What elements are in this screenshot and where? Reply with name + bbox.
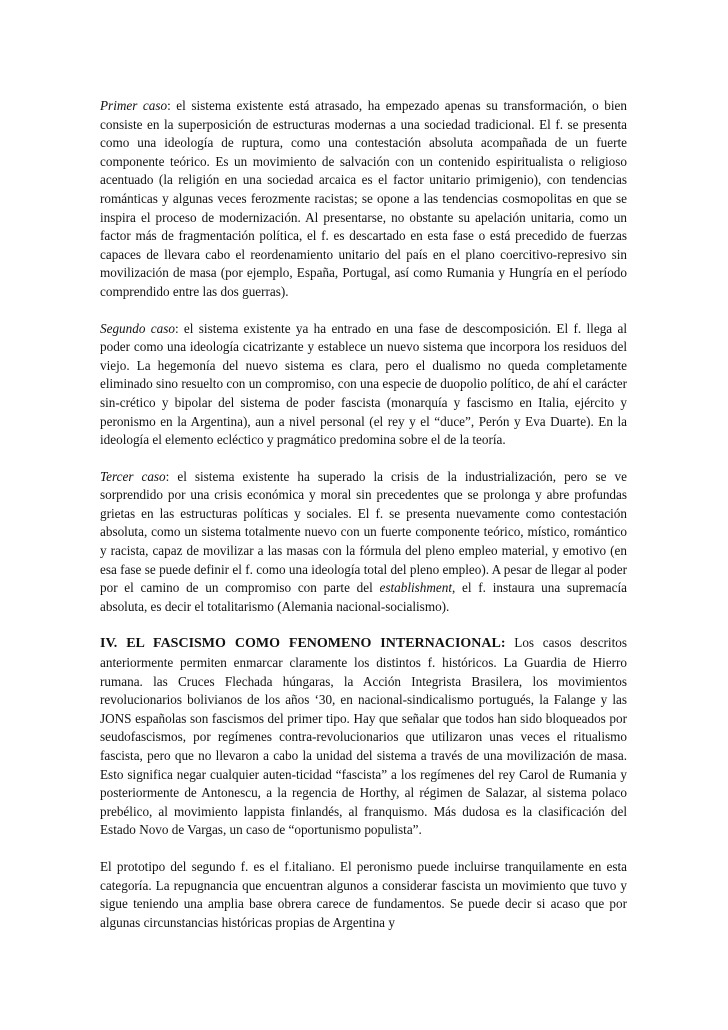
paragraph-text: , el f. instaura una supremacía absoluta, es decir el totalitarismo (Alemania nacional-socialismo). bbox=[100, 580, 627, 614]
case-label: Primer caso bbox=[100, 98, 168, 113]
section-heading: IV. EL FASCISMO COMO FENOMENO INTERNACIONAL: bbox=[100, 636, 506, 652]
document-body bbox=[100, 97, 627, 950]
paragraph-segundo-caso bbox=[100, 320, 627, 450]
paragraph-text: El prototipo del segundo f. es el f.italiano. El peronismo puede incluirse tranquilamente en esta categoría. La repugnancia que encuentran algunos a considerar fascista un movimiento que tuvo y sigue teniendo una amplia base obrera carece de fundamentos. Se puede decir si acaso que por algunas circunstancias históricas propias de Argentina y bbox=[100, 858, 627, 930]
paragraph-prototipo bbox=[100, 858, 627, 932]
paragraph-text: : el sistema existente ya ha entrado en una fase de descomposición. El f. llega al poder como una ideología cicatrizante y establece un nuevo sistema que incorpora los residuos del viejo. La hegemonía del nuevo sistema es clara, pero el dualismo no queda completamente eliminado sino resuelto con un compromiso, con una especie de duopolio político, de ahí el carácter sin-crético y bipolar del sistema de poder fascista (monarquía y fascismo en Italia, ejército y peronismo en la Argentina), aun a nivel personal (el rey y el “duce”, Perón y Eva Duarte). En la ideología el elemento ecléctico y pragmático predomina sobre el de la teoría. bbox=[100, 320, 627, 448]
paragraph-text: : el sistema existente está atrasado, ha empezado apenas su transformación, o bien consiste en la superposición de estructuras modernas a una sociedad tradicional. El f. se presenta como una ideología de ruptura, como una contestación absoluta acompañada de un fuerte componente teórico. Es un movimiento de salvación con un contenido espiritualista o religioso acentuado (la religión en una sociedad arcaica es el factor unitario primigenio), con tendencias románticas y algunas veces ferozmente racistas; se opone a las tendencias cosmopolitas en que se inspira el proceso de modernización. Al presentarse, no obstante su apelación unitaria, como un factor más de fragmentación política, el f. es descartado en esta fase o está precedido de fuerzas capaces de llevara cabo el reordenamiento unitario del país en el plano coercitivo-represivo sin movilización de masa (por ejemplo, España, Portugal, así como Rumania y Hungría en el período comprendido entre las dos guerras). bbox=[100, 98, 627, 299]
paragraph-text: : el sistema existente ha superado la crisis de la industrialización, pero se ve sorprendido por una crisis económica y moral sin precedentes que se prolonga y abre profundas grietas en las estructuras políticas y sociales. El f. se presenta nuevamente como contestación absoluta, como un sistema totalmente nuevo con un fuerte componente teórico, místico, romántico y racista, capaz de movilizar a las masas con la fórmula del pleno empleo material, y emotivo (en esa fase se puede definir el f. como una ideología total del pleno empleo). A pesar de llegar al poder por el camino de un compromiso con parte del bbox=[100, 468, 627, 596]
paragraph-text: Los casos descritos anteriormente permiten enmarcar claramente los distintos f. históricos. La Guardia de Hierro rumana. las Cruces Flechada húngaras, la Acción Integrista Brasilera, los movimientos revolucionarios bolivianos de los años ‘30, en nacional-sindicalismo portugués, la Falange y las JONS españolas son fascismos del primer tipo. Hay que señalar que todos han sido bloqueados por seudofascismos, por regímenes contra-revolucionarios que utilizaron unas veces el ritualismo fascista, pero que no llevaron a cabo la unidad del sistema a través de una movilización de masa. Esto significa negar cualquier auten-ticidad “fascista” a los regímenes del rey Carol de Rumania y posteriormente de Antonescu, a la regencia de Horthy, al régimen de Salazar, al sistema polaco prebélico, al movimiento lappista finlandés, al franquismo. Más dudosa es la clasificación del Estado Novo de Vargas, un caso de “oportunismo populista”. bbox=[100, 635, 627, 838]
emphasized-term: establishment bbox=[379, 580, 453, 596]
case-label: Tercer caso bbox=[100, 468, 166, 484]
paragraph-primer-caso bbox=[100, 97, 627, 302]
paragraph-section-iv bbox=[100, 634, 627, 840]
case-label: Segundo caso bbox=[100, 320, 175, 336]
paragraph-tercer-caso bbox=[100, 468, 627, 617]
